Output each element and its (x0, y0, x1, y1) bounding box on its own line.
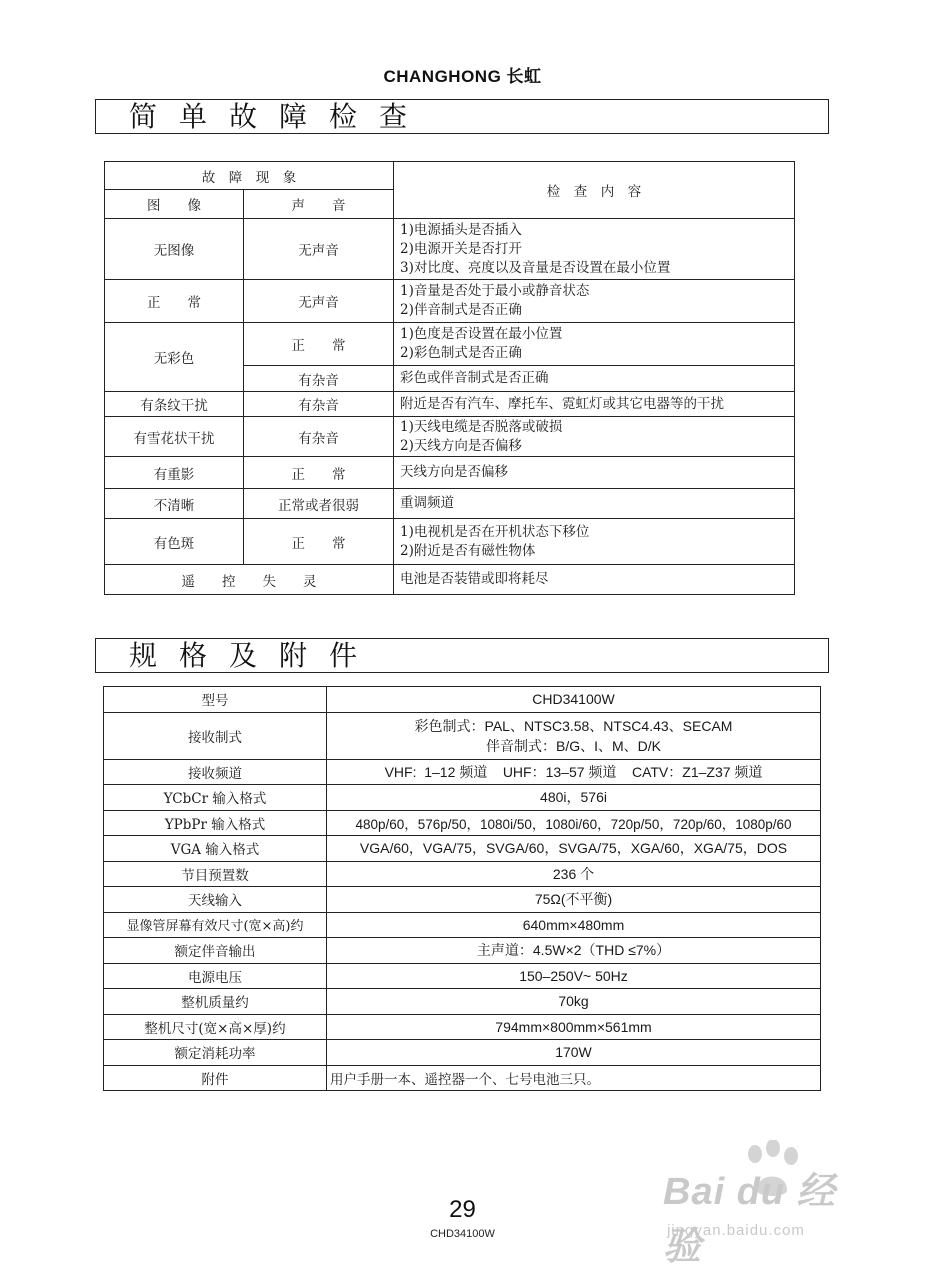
spec-label: 天线输入 (104, 887, 327, 913)
header-image: 图 像 (105, 190, 244, 219)
table-row (104, 759, 821, 785)
spec-value: 236 个 (327, 861, 821, 887)
table-row (104, 989, 821, 1015)
brand-logo: CHANGHONG 长虹 (383, 67, 542, 86)
table-row (104, 687, 821, 713)
spec-label: 接收制式 (104, 712, 327, 759)
symptom-sound: 正 常 (244, 323, 394, 366)
symptom-image: 无彩色 (105, 323, 244, 392)
spec-value: VHF: 1–12 频道 UHF：13–57 频道 CATV：Z1–Z37 频道 (327, 759, 821, 785)
troubleshooting-table (104, 161, 795, 595)
table-row (104, 810, 821, 836)
spec-value: 640mm×480mm (327, 912, 821, 938)
symptom-remote: 遥 控 失 灵 (105, 565, 394, 595)
spec-value: 150–250V~ 50Hz (327, 963, 821, 989)
table-row (105, 489, 795, 519)
symptom-image: 有雪花状干扰 (105, 417, 244, 457)
check-content: 电池是否装错或即将耗尽 (394, 565, 795, 595)
spec-label: 电源电压 (104, 963, 327, 989)
symptom-image: 有重影 (105, 457, 244, 489)
spec-value: CHD34100W (327, 687, 821, 713)
table-row (105, 519, 795, 565)
spec-label: YCbCr 输入格式 (104, 785, 327, 811)
table-row (105, 417, 795, 457)
table-row (105, 219, 795, 280)
table-row (104, 785, 821, 811)
spec-label: 附件 (104, 1065, 327, 1091)
table-row (104, 836, 821, 862)
specs-title: 规格及附件 (95, 638, 829, 673)
spec-label: 接收频道 (104, 759, 327, 785)
specs-table (103, 686, 821, 1091)
spec-value: 794mm×800mm×561mm (327, 1014, 821, 1040)
spec-label: 显像管屏幕有效尺寸(宽×高)约 (104, 912, 327, 938)
check-content: 1)电源插头是否插入 2)电源开关是否打开 3)对比度、亮度以及音量是否设置在最小位置 (394, 219, 795, 280)
spec-label: 额定消耗功率 (104, 1040, 327, 1066)
table-row (104, 1014, 821, 1040)
baidu-watermark (663, 1140, 863, 1268)
symptom-image: 正 常 (105, 280, 244, 323)
symptom-image: 不清晰 (105, 489, 244, 519)
table-row (105, 457, 795, 489)
check-content: 天线方向是否偏移 (394, 457, 795, 489)
spec-label: 整机尺寸(宽×高×厚)约 (104, 1014, 327, 1040)
symptom-sound: 有杂音 (244, 392, 394, 417)
spec-value: 70kg (327, 989, 821, 1015)
check-content: 附近是否有汽车、摩托车、霓虹灯或其它电器等的干扰 (394, 392, 795, 417)
check-content: 1)天线电缆是否脱落或破损 2)天线方向是否偏移 (394, 417, 795, 457)
header-check-content: 检 查 内 容 (394, 162, 795, 219)
troubleshooting-title: 简单故障检查 (95, 99, 829, 134)
spec-value: 彩色制式：PAL、NTSC3.58、NTSC4.43、SECAM 伴音制式：B/G、I、M、D/K (327, 712, 821, 759)
table-row (105, 565, 795, 595)
spec-value: 主声道：4.5W×2（THD ≤7%） (327, 938, 821, 964)
spec-value: VGA/60，VGA/75，SVGA/60，SVGA/75，XGA/60，XGA/75，DOS (327, 836, 821, 862)
table-row (104, 1040, 821, 1066)
spec-value: 75Ω(不平衡) (327, 887, 821, 913)
symptom-sound: 有杂音 (244, 366, 394, 392)
spec-label: 额定伴音输出 (104, 938, 327, 964)
table-row (104, 887, 821, 913)
spec-value: 480p/60，576p/50，1080i/50，1080i/60，720p/50，720p/60，1080p/60 (327, 810, 821, 836)
header-symptom: 故 障 现 象 (105, 162, 394, 190)
check-content: 重调频道 (394, 489, 795, 519)
check-content: 1)音量是否处于最小或静音状态 2)伴音制式是否正确 (394, 280, 795, 323)
symptom-image: 有色斑 (105, 519, 244, 565)
table-row (105, 392, 795, 417)
spec-value: 170W (327, 1040, 821, 1066)
page-number: 29 (449, 1196, 476, 1223)
symptom-sound: 无声音 (244, 219, 394, 280)
table-row (104, 938, 821, 964)
table-row (105, 280, 795, 323)
table-row (104, 1065, 821, 1091)
symptom-sound: 有杂音 (244, 417, 394, 457)
symptom-sound: 正 常 (244, 519, 394, 565)
table-row (104, 912, 821, 938)
symptom-sound: 正 常 (244, 457, 394, 489)
symptom-sound: 正常或者很弱 (244, 489, 394, 519)
spec-label: 节目预置数 (104, 861, 327, 887)
table-row (104, 861, 821, 887)
footer-model: CHD34100W (430, 1228, 495, 1240)
symptom-image: 无图像 (105, 219, 244, 280)
symptom-sound: 无声音 (244, 280, 394, 323)
watermark-logo: Bai du 经验 (663, 1171, 836, 1268)
symptom-image: 有条纹干扰 (105, 392, 244, 417)
table-row (104, 712, 821, 759)
spec-label: 型号 (104, 687, 327, 713)
header-sound: 声 音 (244, 190, 394, 219)
check-content: 1)电视机是否在开机状态下移位 2)附近是否有磁性物体 (394, 519, 795, 565)
check-content: 1)色度是否设置在最小位置 2)彩色制式是否正确 (394, 323, 795, 366)
spec-value: 用户手册一本、遥控器一个、七号电池三只。 (327, 1065, 821, 1091)
spec-label: 整机质量约 (104, 989, 327, 1015)
check-content: 彩色或伴音制式是否正确 (394, 366, 795, 392)
spec-label: VGA 输入格式 (104, 836, 327, 862)
spec-label: YPbPr 输入格式 (104, 810, 327, 836)
table-row (105, 323, 795, 366)
watermark-url: jingyan.baidu.com (667, 1222, 805, 1239)
table-row (104, 963, 821, 989)
spec-value: 480i，576i (327, 785, 821, 811)
